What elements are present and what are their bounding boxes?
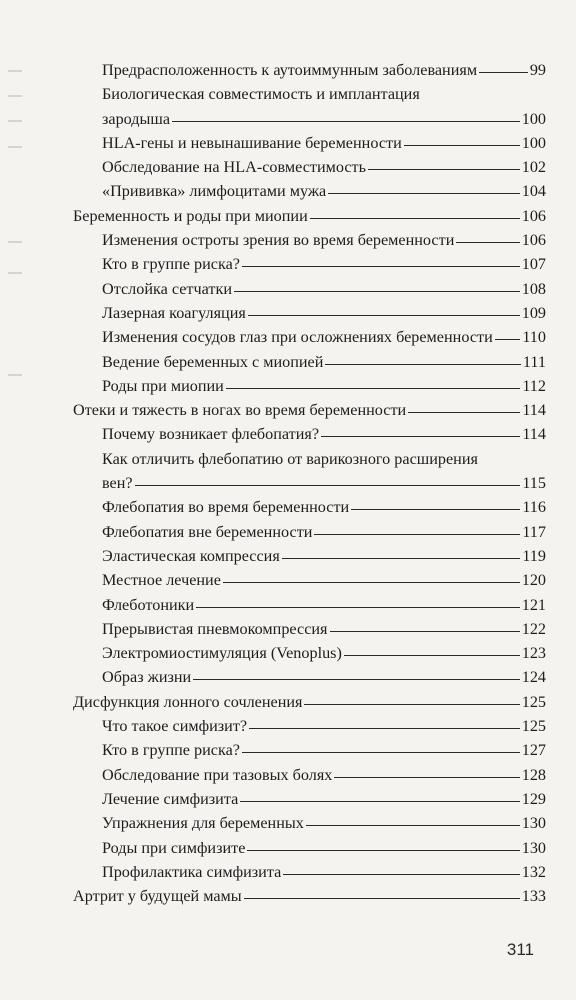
toc-entry-row — [102, 544, 546, 568]
toc-page-number: 132 — [521, 862, 546, 881]
toc-page-number: 100 — [521, 133, 546, 152]
toc-entry-row — [102, 58, 546, 82]
toc-entry-row — [102, 228, 546, 252]
dot-leader — [234, 291, 520, 292]
toc-entry-title: Лечение симфизита — [102, 789, 239, 808]
bleed-through-mark — [8, 374, 22, 376]
toc-page-number: 109 — [521, 303, 546, 322]
toc-entry-title: Беременность и роды при миопии — [73, 206, 308, 225]
toc-entry-title: Предрасположенность к аутоиммунным заболеваниям — [102, 61, 478, 79]
toc-entry-row — [102, 787, 546, 811]
toc-page-number: 111 — [522, 352, 546, 371]
toc-page-number: 106 — [521, 231, 546, 250]
toc-entry-title: Упражнения для беременных — [102, 814, 304, 833]
toc-section-entry — [102, 520, 546, 544]
toc-page-number: 130 — [521, 814, 546, 833]
toc-entry-title-line: Как отличить флебопатию от варикозного расширения — [102, 449, 478, 468]
toc-entry-title: Флеботоники — [102, 595, 195, 614]
toc-entry-title: Роды при миопии — [102, 376, 224, 395]
toc-entry-row — [102, 301, 546, 325]
dot-leader — [226, 388, 520, 389]
toc-section-entry — [102, 738, 546, 762]
bleed-through-mark — [8, 95, 22, 97]
toc-section-entry — [102, 252, 546, 276]
dot-leader — [404, 145, 520, 146]
toc-entry-title: Образ жизни — [102, 668, 192, 687]
toc-page-number: 114 — [522, 425, 546, 444]
toc-section-entry — [102, 641, 546, 665]
dot-leader — [456, 242, 519, 243]
toc-page-number: 125 — [521, 717, 546, 736]
dot-leader — [242, 752, 520, 753]
toc-entry-title: зародыша — [102, 109, 171, 128]
dot-leader — [351, 509, 520, 510]
toc-page-number: 130 — [521, 838, 546, 857]
dot-leader — [314, 534, 520, 535]
toc-entry-row — [73, 204, 546, 228]
dot-leader — [479, 72, 528, 73]
toc-entry-row — [102, 422, 546, 446]
toc-section-entry — [102, 131, 546, 155]
dot-leader — [282, 558, 521, 559]
dot-leader — [283, 874, 519, 875]
toc-entry-title: Кто в группе риска? — [102, 741, 240, 760]
dot-leader — [304, 704, 519, 705]
page-number: 311 — [506, 940, 534, 959]
toc-page-number: 120 — [521, 571, 546, 590]
toc-section-entry — [102, 325, 546, 349]
toc-entry-title: Артрит у будущей мамы — [73, 887, 242, 906]
toc-entry-title: Электромиостимуляция (Venoplus) — [102, 644, 342, 663]
bleed-through-mark — [8, 241, 22, 243]
toc-page-number: 104 — [521, 182, 546, 201]
dot-leader — [368, 169, 520, 170]
toc-page-number: 116 — [522, 498, 546, 517]
dot-leader — [240, 801, 519, 802]
dot-leader — [321, 436, 520, 437]
dot-leader — [344, 655, 520, 656]
dot-leader — [172, 121, 520, 122]
toc-chapter-entry — [73, 398, 546, 422]
dot-leader — [330, 631, 520, 632]
toc-entry-title: Лазерная коагуляция — [102, 303, 246, 322]
toc-section-entry — [102, 617, 546, 641]
toc-entry-row — [102, 471, 546, 495]
toc-entry-title: Эластическая компрессия — [102, 546, 280, 565]
toc-entry-row — [102, 763, 546, 787]
toc-entry-title: Ведение беременных с миопией — [102, 352, 324, 371]
toc-entry-row — [73, 398, 546, 422]
toc-entry-title: Флебопатия во время беременности — [102, 498, 350, 517]
toc-section-entry — [102, 811, 546, 835]
toc-page-number: 129 — [521, 789, 546, 808]
toc-chapter-entry — [73, 690, 546, 714]
toc-page-number: 102 — [521, 158, 546, 177]
toc-entry-row — [102, 738, 546, 762]
toc-section-entry — [102, 568, 546, 592]
toc-entry-row — [102, 107, 546, 131]
toc-section-entry — [102, 495, 546, 519]
toc-page-number: 115 — [522, 474, 546, 493]
toc-entry-title: Почему возникает флебопатия? — [102, 425, 320, 444]
dot-leader — [193, 679, 520, 680]
dot-leader — [223, 582, 520, 583]
toc-entry-title: вен? — [102, 474, 133, 493]
toc-page-number: 99 — [529, 61, 546, 79]
toc-section-entry — [102, 374, 546, 398]
toc-entry-row — [102, 131, 546, 155]
toc-entry-row — [102, 860, 546, 884]
dot-leader — [408, 412, 520, 413]
toc-entry-title: Изменения сосудов глаз при осложнениях беременности — [102, 328, 493, 347]
dot-leader — [325, 364, 520, 365]
toc-entry-row — [102, 374, 546, 398]
toc-entry-row — [102, 277, 546, 301]
toc-section-entry — [102, 836, 546, 860]
toc-entry-row — [102, 568, 546, 592]
dot-leader — [334, 777, 519, 778]
toc-chapter-entry — [73, 204, 546, 228]
toc-page-number: 119 — [522, 546, 546, 565]
toc-chapter-entry — [73, 884, 546, 908]
toc-entry-title: Отслойка сетчатки — [102, 279, 232, 298]
toc-entry-row — [102, 665, 546, 689]
dot-leader — [328, 193, 519, 194]
toc-page-number: 117 — [522, 522, 546, 541]
toc-section-entry — [102, 860, 546, 884]
toc-page-number: 123 — [521, 644, 546, 663]
toc-section-entry — [102, 82, 546, 131]
toc-page-number: 106 — [521, 206, 546, 225]
toc-entry-row — [73, 884, 546, 908]
toc-section-entry — [102, 422, 546, 446]
bleed-through-mark — [8, 70, 22, 72]
toc-entry-title: Местное лечение — [102, 571, 221, 590]
dot-leader — [196, 607, 520, 608]
dot-leader — [306, 825, 520, 826]
toc-entry-title: Дисфункция лонного сочленения — [73, 692, 303, 711]
table-of-contents — [60, 58, 546, 908]
toc-entry-row — [102, 495, 546, 519]
toc-entry-row — [102, 836, 546, 860]
toc-entry-row — [102, 350, 546, 374]
toc-entry-title: Отеки и тяжесть в ногах во время беременности — [73, 401, 407, 420]
dot-leader — [248, 315, 520, 316]
toc-section-entry — [102, 179, 546, 203]
toc-page-number: 108 — [521, 279, 546, 298]
toc-page-number: 110 — [522, 328, 546, 347]
toc-entry-title-line: Биологическая совместимость и имплантация — [102, 85, 420, 104]
dot-leader — [310, 218, 520, 219]
toc-entry-title: «Прививка» лимфоцитами мужа — [102, 182, 327, 201]
toc-page-number: 128 — [521, 765, 546, 784]
toc-entry-row — [102, 811, 546, 835]
toc-entry-title: Что такое симфизит? — [102, 717, 248, 736]
toc-entry-row — [73, 690, 546, 714]
toc-page-number: 121 — [521, 595, 546, 614]
toc-entry-row — [102, 179, 546, 203]
toc-section-entry — [102, 155, 546, 179]
toc-entry-title: Роды при симфизите — [102, 838, 246, 857]
toc-page-number: 124 — [521, 668, 546, 687]
toc-page-number: 125 — [521, 692, 546, 711]
toc-section-entry — [102, 277, 546, 301]
toc-page-number: 112 — [522, 376, 546, 395]
toc-entry-row — [102, 593, 546, 617]
dot-leader — [242, 266, 520, 267]
dot-leader — [249, 728, 520, 729]
bleed-through-mark — [8, 272, 22, 274]
toc-entry-title: HLA-гены и невынашивание беременности — [102, 133, 402, 152]
toc-section-entry — [102, 763, 546, 787]
toc-section-entry — [102, 665, 546, 689]
dot-leader — [244, 898, 520, 899]
toc-entry-title: Прерывистая пневмокомпрессия — [102, 619, 328, 638]
toc-page-number: 133 — [521, 887, 546, 906]
toc-entry-title: Обследование при тазовых болях — [102, 765, 333, 784]
dot-leader — [135, 485, 521, 486]
toc-section-entry — [102, 301, 546, 325]
dot-leader — [247, 850, 519, 851]
toc-page-number: 100 — [521, 109, 546, 128]
toc-page-number: 114 — [522, 401, 546, 420]
toc-section-entry — [102, 593, 546, 617]
toc-entry-title: Обследование на HLA-совместимость — [102, 158, 366, 177]
toc-section-entry — [102, 350, 546, 374]
toc-section-entry — [102, 787, 546, 811]
dot-leader — [495, 339, 521, 340]
toc-entry-row — [102, 520, 546, 544]
toc-section-entry — [102, 544, 546, 568]
toc-section-entry — [102, 447, 546, 496]
toc-entry-title: Кто в группе риска? — [102, 255, 240, 274]
toc-entry-row — [102, 155, 546, 179]
toc-entry-row — [102, 714, 546, 738]
toc-page-number: 122 — [521, 619, 546, 638]
toc-page-number: 127 — [521, 741, 546, 760]
bleed-through-mark — [8, 146, 22, 148]
toc-section-entry — [102, 228, 546, 252]
bleed-through-mark — [8, 120, 22, 122]
toc-page-number: 107 — [521, 255, 546, 274]
toc-entry-title: Профилактика симфизита — [102, 862, 282, 881]
toc-entry-row — [102, 617, 546, 641]
toc-section-entry — [102, 714, 546, 738]
toc-section-entry — [102, 58, 546, 82]
toc-entry-title: Изменения остроты зрения во время беременности — [102, 231, 455, 250]
toc-entry-row — [102, 641, 546, 665]
toc-entry-row — [102, 252, 546, 276]
toc-entry-row — [102, 325, 546, 349]
toc-entry-title: Флебопатия вне беременности — [102, 522, 313, 541]
